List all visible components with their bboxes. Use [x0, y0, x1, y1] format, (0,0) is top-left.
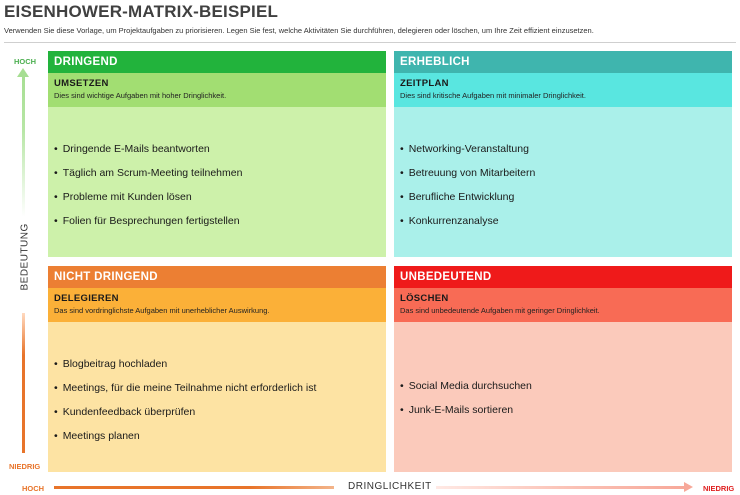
quadrant-header: NICHT DRINGEND	[48, 266, 386, 288]
list-item: • Junk-E-Mails sortieren	[400, 398, 732, 422]
list-item: • Blogbeitrag hochladen	[54, 352, 386, 376]
quadrant-action-title: UMSETZEN	[54, 78, 109, 89]
task-list	[54, 137, 386, 233]
list-item: • Täglich am Scrum-Meeting teilnehmen	[54, 161, 386, 185]
quadrant-insignificant	[394, 266, 732, 472]
axis-importance-high-label: HOCH	[14, 57, 37, 66]
quadrant-header: ERHEBLICH	[394, 51, 732, 73]
quadrant-task-list-panel	[394, 107, 732, 257]
quadrant-action-panel	[48, 288, 386, 322]
quadrant-header: DRINGEND	[48, 51, 386, 73]
quadrant-task-list-panel	[48, 322, 386, 472]
quadrant-action-description: Dies sind kritische Aufgaben mit minimaler Dringlichkeit.	[400, 91, 586, 100]
quadrant-action-panel	[394, 73, 732, 107]
list-item: • Dringende E-Mails beantworten	[54, 137, 386, 161]
quadrant-action-description: Dies sind wichtige Aufgaben mit hoher Dringlichkeit.	[54, 91, 227, 100]
urgency-arrow-shaft	[436, 486, 686, 489]
quadrant-header: UNBEDEUTEND	[394, 266, 732, 288]
quadrant-action-title: ZEITPLAN	[400, 78, 449, 89]
urgency-high-bar	[54, 486, 334, 489]
importance-arrow-shaft	[22, 72, 25, 217]
quadrant-task-list-panel	[394, 322, 732, 472]
quadrant-urgent	[48, 51, 386, 257]
importance-low-bar	[22, 313, 25, 453]
arrow-right-icon	[684, 482, 693, 492]
quadrant-action-panel	[48, 73, 386, 107]
quadrant-significant	[394, 51, 732, 257]
quadrant-action-description: Das sind vordringlichste Aufgaben mit unerheblicher Auswirkung.	[54, 306, 270, 315]
list-item: • Berufliche Entwicklung	[400, 185, 732, 209]
page-subtitle: Verwenden Sie diese Vorlage, um Projektaufgaben zu priorisieren. Legen Sie fest, welche Aktivitäten Sie durchführen, delegieren oder löschen, um Ihre Zeit effizient einzusetzen.	[4, 26, 594, 35]
task-list	[400, 137, 732, 233]
axis-importance-label: BEDEUTUNG	[19, 223, 31, 291]
page-title: EISENHOWER-MATRIX-BEISPIEL	[4, 2, 279, 21]
list-item: • Folien für Besprechungen fertigstellen	[54, 209, 386, 233]
quadrant-action-title: LÖSCHEN	[400, 293, 449, 304]
quadrant-action-panel	[394, 288, 732, 322]
quadrant-action-description: Das sind unbedeutende Aufgaben mit geringer Dringlichkeit.	[400, 306, 600, 315]
list-item: • Social Media durchsuchen	[400, 374, 732, 398]
list-item: • Kundenfeedback überprüfen	[54, 400, 386, 424]
list-item: • Meetings, für die meine Teilnahme nicht erforderlich ist	[54, 376, 386, 400]
title-divider	[4, 42, 736, 43]
list-item: • Betreuung von Mitarbeitern	[400, 161, 732, 185]
list-item: • Networking-Veranstaltung	[400, 137, 732, 161]
task-list	[400, 374, 732, 422]
quadrant-not-urgent	[48, 266, 386, 472]
quadrant-action-title: DELEGIEREN	[54, 293, 119, 304]
quadrant-task-list-panel	[48, 107, 386, 257]
list-item: • Meetings planen	[54, 424, 386, 448]
list-item: • Konkurrenzanalyse	[400, 209, 732, 233]
axis-urgency-label: DRINGLICHKEIT	[348, 481, 432, 492]
axis-urgency-high-label: HOCH	[22, 484, 45, 493]
task-list	[54, 352, 386, 448]
axis-importance-low-label: NIEDRIG	[9, 462, 41, 471]
list-item: • Probleme mit Kunden lösen	[54, 185, 386, 209]
axis-urgency-low-label: NIEDRIG	[703, 484, 735, 493]
